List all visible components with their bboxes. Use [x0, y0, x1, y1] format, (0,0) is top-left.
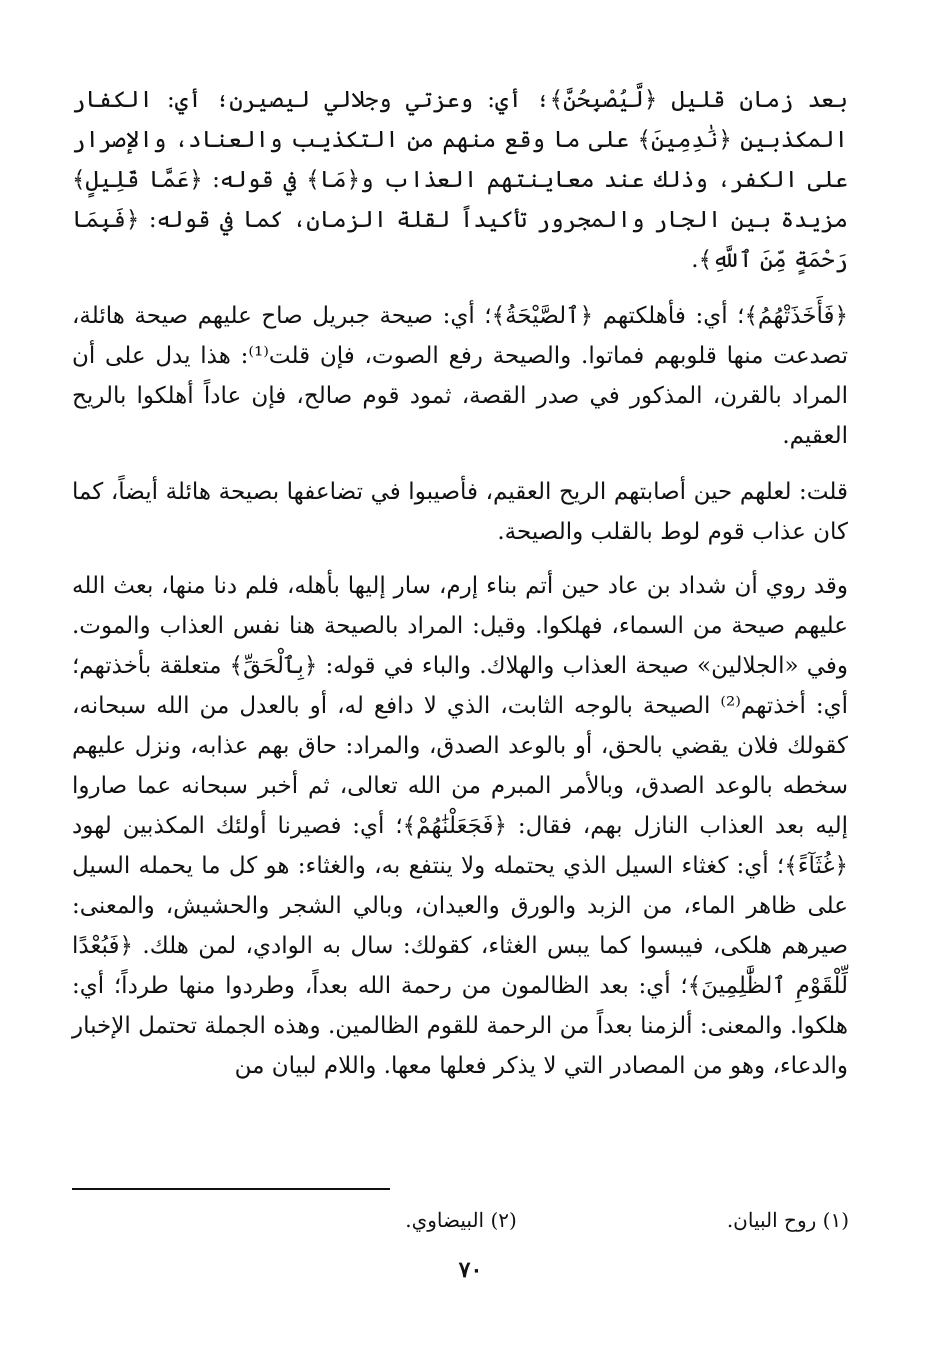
footnote-divider [72, 1188, 390, 1190]
page-number: ٧٠ [458, 1257, 483, 1283]
footnote-2: (٢) البيضاوي. [405, 1208, 517, 1232]
paragraph-2: ﴿فَأَخَذَتْهُمُ﴾؛ أي: فأهلكتهم ﴿ٱلصَّيْحَةُ﴾؛ أي: صيحة جبريل صاح عليهم صيحة هائلة، تصدعت منها قلوبهم فماتوا. والصيحة رفع الصوت، فإن قلت⁽¹⁾: هذا يدل على أن المراد بالقرن، المذكور في صدر القصة، ثمود قوم صالح، فإن عاداً أهلكوا بالريح العقيم. [72, 303, 848, 449]
paragraph-4: وقد روي أن شداد بن عاد حين أتم بناء إرم، سار إليها بأهله، فلم دنا منها، بعث الله عليهم صيحة من السماء، فهلكوا. وقيل: المراد بالصيحة هنا نفس العذاب والموت. وفي «الجلالين» صيحة العذاب والهلاك. والباء في قوله: ﴿بِٱلْحَقِّ﴾ متعلقة بأخذتهم؛ أي: أخذتهم⁽²⁾ الصيحة بالوجه الثابت، الذي لا دافع له، أو بالعدل من الله سبحانه، كقولك فلان يقضي بالحق، أو بالوعد الصدق، والمراد: حاق بهم عذابه، ونزل عليهم سخطه بالوعد الصدق، وبالأمر المبرم من الله تعالى، ثم أخبر سبحانه عما صاروا إليه بعد العذاب النازل بهم، فقال: ﴿فَجَعَلْنَٰهُمْ﴾؛ أي: فصيرنا أولئك المكذبين لهود ﴿غُثَآءً﴾؛ أي: كغثاء السيل الذي يحتمله ولا ينتفع به، والغثاء: هو كل ما يحمله السيل على ظاهر الماء، من الزبد والورق والعيدان، وبالي الشجر والحشيش، والمعنى: صيرهم هلكى، فيبسوا كما يبس الغثاء، كقولك: سال به الوادي، لمن هلك. ﴿فَبُعْدًا لِّلْقَوْمِ ٱلظَّٰلِمِينَ﴾؛ أي: بعد الظالمون من رحمة الله بعداً، وطردوا منها طرداً؛ أي: هلكوا. والمعنى: ألزمنا بعداً من الرحمة للقوم الظالمين. وهذه الجملة تحتمل الإخبار والدعاء، وهو من المصادر التي لا يذكر فعلها معها. واللام لبيان من [72, 573, 849, 1079]
paragraph-1: بعد زمان قليل ﴿لَّيُصْبِحُنَّ﴾؛ أي: وعزتي وجلالي ليصيرن؛ أي: الكفار المكذبين ﴿نَٰدِمِينَ﴾ على ما وقع منهم من التكذيب والعناد، والإصرار على الكفر، وذلك عند معاينتهم العذاب و﴿مَا﴾ في قوله: ﴿عَمَّا قَلِيلٍ﴾ مزيدة بين الجار والمجرور تأكيداً لقلة الزمان، كما في قوله: ﴿فَبِمَا رَحْمَةٍ مِّنَ ٱللَّهِ﴾. [72, 87, 848, 273]
paragraph-3: قلت: لعلهم حين أصابتهم الريح العقيم، فأصيبوا في تضاعفها بصيحة هائلة أيضاً، كما كان عذاب قوم لوط بالقلب والصيحة. [72, 479, 848, 545]
page-body [72, 80, 848, 1102]
footnotes [149, 1206, 849, 1234]
footnote-1: (١) روح البيان. [726, 1208, 849, 1232]
